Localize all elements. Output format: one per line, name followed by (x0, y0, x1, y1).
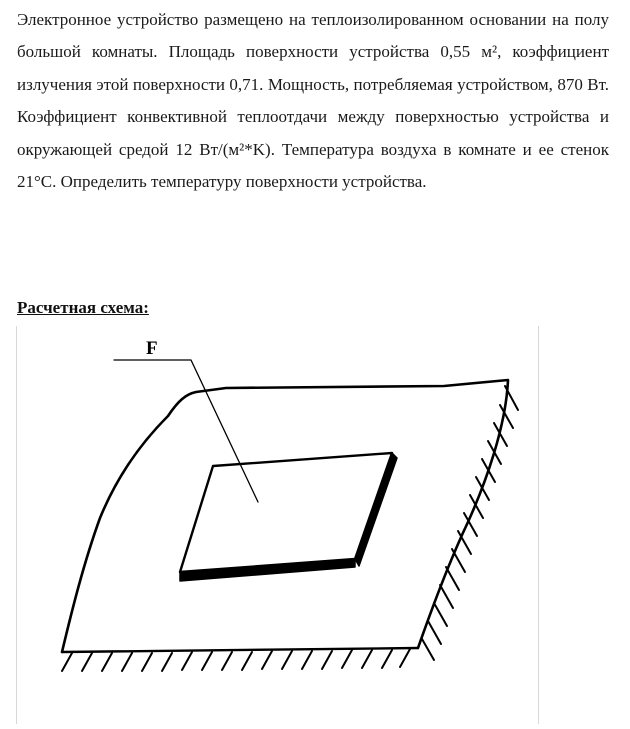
floor-plate-front-edge (62, 648, 418, 652)
label-F-leader (114, 360, 258, 502)
calculation-scheme (0, 326, 630, 729)
label-F: F (146, 338, 158, 359)
device-right-side (355, 453, 397, 566)
device-front-side (180, 559, 355, 581)
scheme-heading: Расчетная схема: (17, 298, 149, 317)
floor-plate-outline (62, 380, 508, 652)
right-edge-hatching (422, 386, 518, 660)
problem-statement: Электронное устройство размещено на теплоизолированном основании на полу большой комнаты. Площадь поверхности устройства 0,55 м², коэффициент излучения этой поверхности 0,71. Мощность, потребляемая устройством, 870 Вт. Коэффициент конвективной теплоотдачи между поверхностью устройства и окружающей средой 12 Вт/(м²*K). Температура воздуха в комнате и ее стенок 21°С. Определить температуру поверхности устройства. (17, 10, 609, 192)
